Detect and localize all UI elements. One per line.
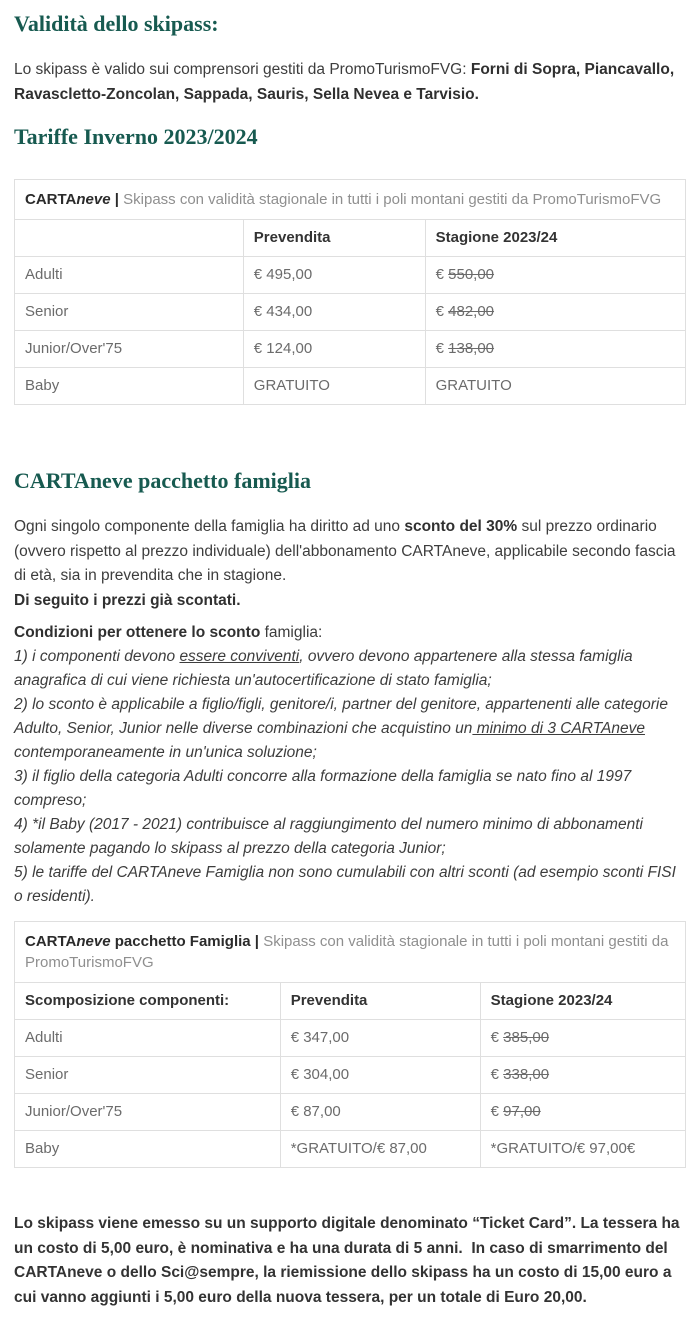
brand-name: CARTA	[25, 191, 77, 208]
price-struck: 338,00	[503, 1066, 550, 1083]
column-header-prevendita: Prevendita	[280, 983, 480, 1020]
stagione-price	[480, 1094, 685, 1131]
stagione-price	[480, 1057, 685, 1094]
caption-description: Skipass con validità stagionale in tutti i poli montani gestiti da PromoTurismoFVG	[25, 933, 669, 971]
price-struck: 97,00	[503, 1103, 541, 1120]
ticket-card-note: Lo skipass viene emesso su un supporto digitale denominato “Ticket Card”. La tessera ha un costo di 5,00 euro, è nominativa e ha una durata di 5 anni. In caso di smarrimento del CARTAneve o dello Sci@sempre, la riemissione dello skipass ha un costo di 15,00 euro a cui vanno aggiunti i 5,00 euro della nuova tessera, per un totale di Euro 20,00.	[14, 1215, 680, 1306]
column-header-stagione: Stagione 2023/24	[480, 983, 685, 1020]
conditions-title-bold: Condizioni per ottenere lo sconto	[14, 624, 265, 641]
prevendita-price: € 347,00	[280, 1020, 480, 1057]
condition-item	[14, 693, 686, 765]
condition-text: , ovvero devono appartenere alla stessa famiglia anagrafica di cui viene richiesta un'autocertificazione di stato famiglia;	[14, 648, 633, 689]
row-label: Junior/Over'75	[15, 331, 244, 368]
famiglia-text-2: sul prezzo ordinario (ovvero rispetto al prezzo individuale) dell'abbonamento CARTAneve, applicabile secondo fascia di età, sia in prevendita che in stagione.	[14, 518, 676, 584]
famiglia-text-1: Ogni singolo componente della famiglia ha diritto ad uno	[14, 518, 405, 535]
row-label: Adulti	[15, 257, 244, 294]
table-caption	[15, 180, 686, 220]
prevendita-price: € 87,00	[280, 1094, 480, 1131]
caption-separator: |	[110, 191, 124, 208]
table-caption	[15, 922, 686, 983]
column-header-prevendita: Prevendita	[243, 220, 425, 257]
price-struck: 138,00	[448, 340, 495, 357]
table-row	[15, 1131, 686, 1168]
price-text: €	[490, 1066, 504, 1083]
condition-text: 3) il figlio della categoria Adulti concorre alla formazione della famiglia se nato fino al 1997 compreso;	[14, 768, 632, 809]
condition-text: 5) le tariffe del CARTAneve Famiglia non sono cumulabili con altri sconti (ad esempio sconti FISI o residenti).	[14, 864, 676, 905]
price-struck: 550,00	[448, 266, 495, 283]
prezzi-scontati-bold: Di seguito i prezzi già scontati.	[14, 591, 241, 609]
stagione-price	[480, 1020, 685, 1057]
row-label: Junior/Over'75	[15, 1094, 281, 1131]
price-text: €	[435, 303, 449, 320]
table-caption-row	[15, 922, 686, 983]
condition-item	[14, 645, 686, 693]
price-text: €	[490, 1029, 504, 1046]
intro-resorts-bold: Forni di Sopra, Piancavallo, Ravascletto-Zoncolan, Sappada, Sauris, Sella Nevea e Tarvisio.	[14, 61, 675, 103]
column-header-scomposizione: Scomposizione componenti:	[15, 983, 281, 1020]
prevendita-price: € 304,00	[280, 1057, 480, 1094]
intro-paragraph	[14, 58, 686, 107]
price-text: *GRATUITO/€ 97,00€	[490, 1140, 636, 1157]
heading-validita-skipass: Validità dello skipass:	[14, 11, 219, 36]
heading-pacchetto-famiglia: CARTAneve pacchetto famiglia	[14, 468, 311, 493]
intro-text: Lo skipass è valido sui comprensori gestiti da PromoTurismoFVG:	[14, 61, 471, 78]
condition-text: 4) *il Baby (2017 - 2021) contribuisce al raggiungimento del numero minimo di abbonamenti solamente pagando lo skipass al prezzo della categoria Junior;	[14, 816, 643, 857]
brand-name-italic: neve	[76, 933, 111, 950]
heading-tariffe-inverno: Tariffe Inverno 2023/2024	[14, 124, 258, 149]
column-header-row	[15, 983, 686, 1020]
row-label: Senior	[15, 294, 244, 331]
table-row	[15, 368, 686, 405]
prevendita-price: *GRATUITO/€ 87,00	[280, 1131, 480, 1168]
condition-text: 2) lo sconto è applicabile a figlio/figli, genitore/i, partner del genitore, appartenenti alle categorie Adulto, Senior, Junior nelle diverse combinazioni che acquistino un	[14, 696, 668, 737]
price-text: €	[490, 1103, 504, 1120]
condition-item	[14, 813, 686, 861]
stagione-price	[425, 331, 685, 368]
table-row	[15, 1020, 686, 1057]
caption-description: Skipass con validità stagionale in tutti i poli montani gestiti da PromoTurismoFVG	[123, 191, 662, 208]
condition-text: 1) i componenti devono	[14, 648, 180, 665]
conditions-title-regular: famiglia:	[264, 624, 323, 641]
condition-underlined-text: essere conviventi	[179, 648, 300, 665]
condition-underlined-text: minimo di 3 CARTAneve	[472, 720, 645, 737]
column-header-stagione: Stagione 2023/24	[425, 220, 685, 257]
condition-item	[14, 765, 686, 813]
price-text: €	[435, 266, 449, 283]
sconto-30-bold: sconto del 30%	[404, 518, 518, 535]
row-label: Baby	[15, 1131, 281, 1168]
column-header-row	[15, 220, 686, 257]
brand-suffix: pacchetto Famiglia	[110, 933, 251, 950]
table-row	[15, 1094, 686, 1131]
price-text: €	[435, 340, 449, 357]
prevendita-price: € 434,00	[243, 294, 425, 331]
famiglia-paragraph	[14, 515, 686, 613]
condition-text: contemporaneamente in un'unica soluzione;	[14, 744, 317, 761]
prevendita-price: GRATUITO	[243, 368, 425, 405]
caption-separator: |	[250, 933, 264, 950]
table-row	[15, 257, 686, 294]
condition-item	[14, 861, 686, 909]
stagione-price	[425, 257, 685, 294]
row-label: Baby	[15, 368, 244, 405]
row-label: Adulti	[15, 1020, 281, 1057]
table-row	[15, 294, 686, 331]
table-row	[15, 331, 686, 368]
conditions-title	[14, 621, 686, 645]
price-struck: 482,00	[448, 303, 495, 320]
stagione-price	[425, 294, 685, 331]
row-label: Senior	[15, 1057, 281, 1094]
stagione-price	[425, 368, 685, 405]
table-row	[15, 1057, 686, 1094]
table-caption-row	[15, 180, 686, 220]
prevendita-price: € 124,00	[243, 331, 425, 368]
cartaneve-season-price-table	[14, 179, 686, 405]
stagione-price	[480, 1131, 685, 1168]
price-text: GRATUITO	[435, 377, 512, 394]
price-struck: 385,00	[503, 1029, 550, 1046]
prevendita-price: € 495,00	[243, 257, 425, 294]
conditions-list	[14, 645, 686, 909]
brand-name: CARTA	[25, 933, 77, 950]
column-header-empty	[15, 220, 244, 257]
famiglia-price-table	[14, 921, 686, 1168]
brand-name-italic: neve	[76, 191, 111, 208]
